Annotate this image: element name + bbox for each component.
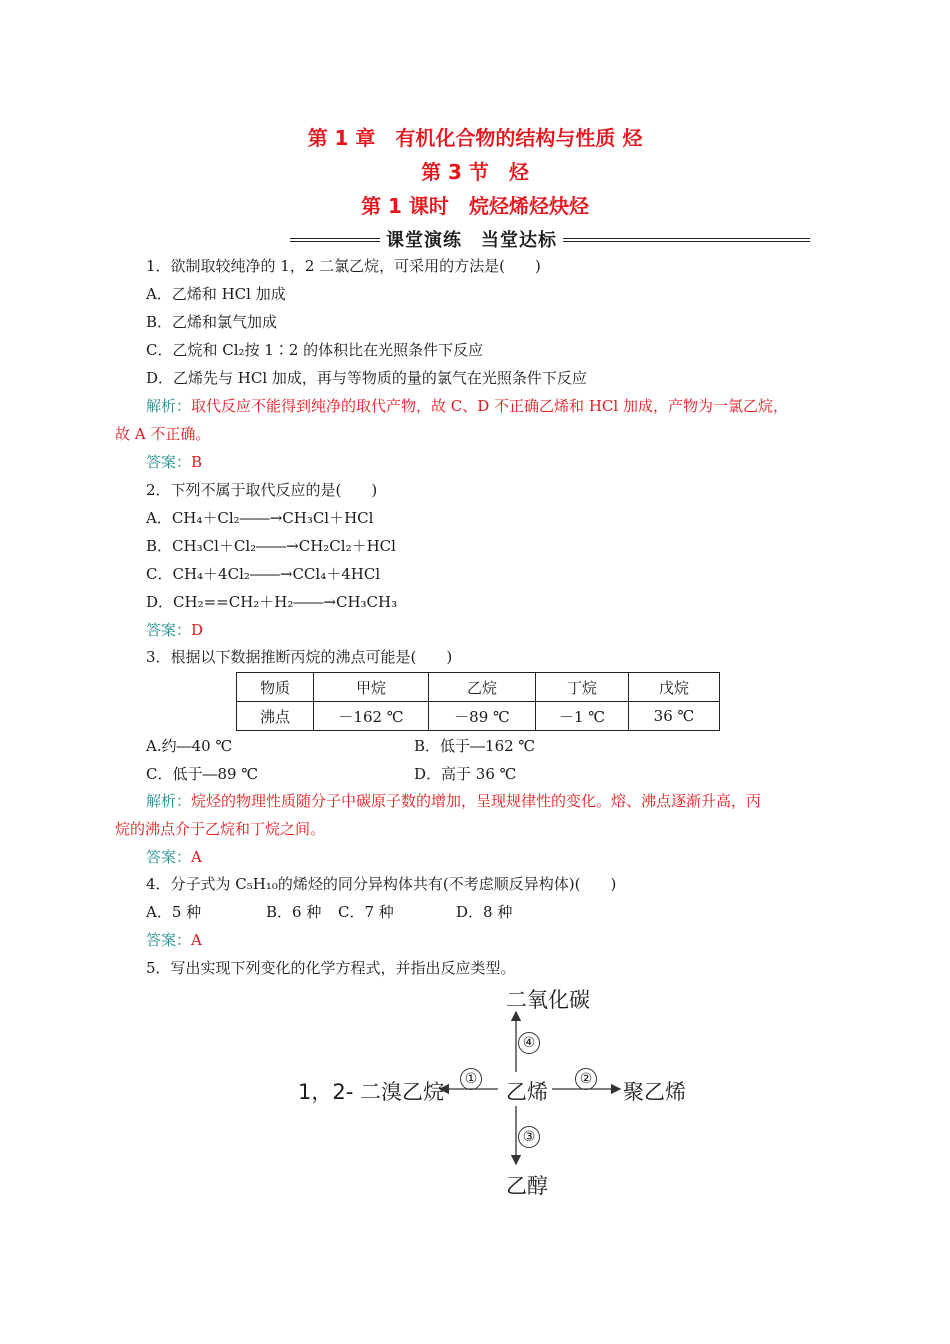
q4-option-b: B．6 种 xyxy=(266,903,322,921)
node-carbon-dioxide: 二氧化碳 xyxy=(506,988,590,1012)
q2-option-d: D．CH₂==CH₂＋H₂――→CH₃CH₃ xyxy=(146,593,398,611)
q4-answer: 答案：A xyxy=(146,931,202,949)
q3-option-d: D．高于 36 ℃ xyxy=(414,765,517,783)
q3-option-c: C．低于―89 ℃ xyxy=(146,765,259,783)
node-ethanol: 乙醇 xyxy=(506,1174,548,1198)
section-title: 第 3 节 烃 xyxy=(421,160,529,184)
table-cell: －89 ℃ xyxy=(429,702,536,731)
step-1-marker: ① xyxy=(460,1068,482,1090)
node-dibromoethane: 1，2- 二溴乙烷 xyxy=(298,1080,444,1104)
step-4-marker: ④ xyxy=(518,1032,540,1054)
q3-explanation-cont: 烷的沸点介于乙烷和丁烷之间。 xyxy=(115,820,326,838)
q1-explanation: 解析：取代反应不能得到纯净的取代产物，故 C、D 不正确乙烯和 HCl 加成，产物为一氯乙烷， xyxy=(146,397,788,415)
section-banner xyxy=(290,226,810,252)
table-cell: －162 ℃ xyxy=(314,702,429,731)
table-header-cell: 乙烷 xyxy=(429,673,536,702)
table-cell: －1 ℃ xyxy=(536,702,629,731)
q3-answer: 答案：A xyxy=(146,848,202,866)
step-3-marker: ③ xyxy=(518,1126,540,1148)
q2-option-b: B．CH₃Cl＋Cl₂――→CH₂Cl₂＋HCl xyxy=(146,537,396,555)
table-row xyxy=(237,702,720,731)
q4-option-c: C．7 种 xyxy=(338,903,394,921)
node-polyethylene: 聚乙烯 xyxy=(623,1080,686,1104)
reaction-diagram xyxy=(290,980,710,1200)
boiling-point-table xyxy=(236,672,720,731)
table-cell: 36 ℃ xyxy=(629,702,720,731)
q1-stem: 1．欲制取较纯净的 1，2 二氯乙烷，可采用的方法是( ) xyxy=(146,257,541,275)
step-2-marker: ② xyxy=(575,1068,597,1090)
table-header-cell: 物质 xyxy=(237,673,314,702)
table-header-cell: 甲烷 xyxy=(314,673,429,702)
q1-option-d: D．乙烯先与 HCl 加成，再与等物质的量的氯气在光照条件下反应 xyxy=(146,369,587,387)
q5-stem: 5．写出实现下列变化的化学方程式，并指出反应类型。 xyxy=(146,959,516,977)
q2-stem: 2．下列不属于取代反应的是( ) xyxy=(146,481,378,499)
q1-option-b: B．乙烯和氯气加成 xyxy=(146,313,278,331)
q4-option-a: A．5 种 xyxy=(146,903,202,921)
q1-option-c: C．乙烷和 Cl₂按 1∶2 的体积比在光照条件下反应 xyxy=(146,341,484,359)
explanation-label: 解析： xyxy=(146,397,192,415)
table-header-cell: 戊烷 xyxy=(629,673,720,702)
q1-option-a: A．乙烯和 HCl 加成 xyxy=(146,285,286,303)
q1-answer: 答案：B xyxy=(146,453,203,471)
q3-option-b: B．低于―162 ℃ xyxy=(414,737,536,755)
q2-answer: 答案：D xyxy=(146,621,204,639)
q3-stem: 3．根据以下数据推断丙烷的沸点可能是( ) xyxy=(146,648,453,666)
q4-stem: 4．分子式为 C₅H₁₀的烯烃的同分异构体共有(不考虑顺反异构体)( ) xyxy=(146,875,617,893)
table-cell: 沸点 xyxy=(237,702,314,731)
node-ethylene: 乙烯 xyxy=(506,1080,548,1104)
q1-explanation-cont: 故 A 不正确。 xyxy=(115,425,211,443)
q4-option-d: D．8 种 xyxy=(456,903,513,921)
q3-option-a: A.约―40 ℃ xyxy=(146,737,233,755)
table-header-cell: 丁烷 xyxy=(536,673,629,702)
q2-option-c: C．CH₄＋4Cl₂――→CCl₄＋4HCl xyxy=(146,565,381,583)
lesson-title: 第 1 课时 烷烃烯烃炔烃 xyxy=(361,194,589,218)
q2-option-a: A．CH₄＋Cl₂――→CH₃Cl＋HCl xyxy=(146,509,374,527)
q3-explanation: 解析：烷烃的物理性质随分子中碳原子数的增加，呈现规律性的变化。熔、沸点逐渐升高，丙 xyxy=(146,792,762,810)
table-row xyxy=(237,673,720,702)
chapter-title: 第 1 章 有机化合物的结构与性质 烃 xyxy=(307,126,643,150)
banner-text: 课堂演练 当堂达标 xyxy=(380,226,563,252)
